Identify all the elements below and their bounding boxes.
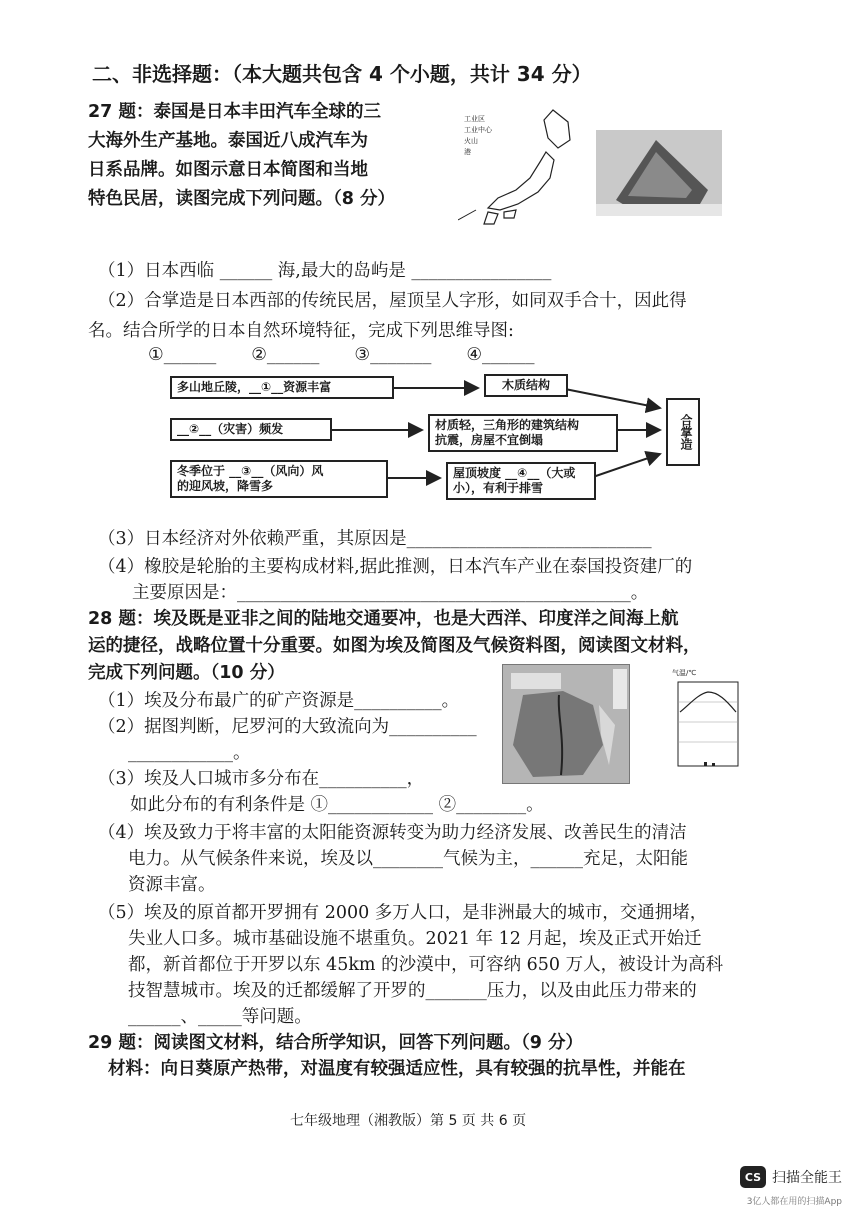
q28-intro-line: 完成下列问题。（10 分） [88,663,285,683]
legend-item: 火山 [464,137,478,145]
q28-part5-line4: 技智慧城市。埃及的迁都缓解了开罗的_______压力，以及由此压力带来的 [128,981,697,1001]
egypt-map-graphic [503,665,629,783]
q28-part4-line3: 资源丰富。 [128,875,216,895]
mindmap-box-structure [428,414,618,452]
page-footer: 七年级地理（湘教版）第 5 页 共 6 页 [290,1113,527,1129]
mindmap-box-climate [170,460,388,498]
q28-intro-line: 28 题：埃及既是亚非之间的陆地交通要冲，也是大西洋、印度洋之间海上航 [88,609,679,629]
q28-part2-line1: （2）据图判断，尼罗河的大致流向为__________ [98,717,477,737]
q27-intro-line: 27 题：泰国是日本丰田汽车全球的三 [88,102,381,122]
q28-part4-line2: 电力。从气候条件来说，埃及以________气候为主，______充足，太阳能 [128,849,688,869]
mindmap-box-roof [446,462,596,500]
q27-intro-line: 特色民居，读图完成下列问题。（8 分） [88,189,396,209]
mind-map [160,368,720,508]
scanner-watermark [740,1166,842,1188]
q29-material: 材料：向日葵原产热带，对温度有较强适应性，具有较强的抗旱性，并能在 [108,1059,686,1079]
mindmap-text: 材质轻，三角形的建筑结构 [435,418,580,432]
q28-part3-line2: 如此分布的有利条件是 ①____________ ②________。 [130,795,544,815]
mindmap-text: 屋顶坡度 __④__（大或 [453,466,576,480]
q27-part2-line2: 名。结合所学的日本自然环境特征，完成下列思维导图: [88,321,514,341]
gassho-house-photo [596,130,722,216]
chart-axis-label: 气温/℃ [672,669,697,677]
watermark-name: 扫描全能王 [772,1170,842,1186]
q27-intro-line: 日系品牌。如图示意日本简图和当地 [88,160,368,180]
q28-part2-line2: ____________。 [128,743,251,763]
egypt-climate-chart [664,668,746,774]
climate-chart-graphic [664,678,746,774]
q29-title: 29 题：阅读图文材料，结合所学知识，回答下列问题。（9 分） [88,1033,583,1053]
mindmap-box-terrain: 多山地丘陵，__①__资源丰富 [170,376,394,399]
q27-part1: （1）日本西临 ______ 海,最大的岛屿是 ________________ [98,261,552,281]
watermark-tagline: 3亿人都在用的扫描App [746,1197,842,1207]
map-legend [464,114,492,158]
mindmap-box-disaster: __②__（灾害）频发 [170,418,332,441]
q28-part3-line1: （3）埃及人口城市多分布在__________， [98,769,425,789]
house-illustration [596,130,722,216]
egypt-map [502,664,630,784]
legend-item: 工业中心 [464,126,492,134]
legend-item: 港 [464,148,471,156]
q27-blanks: ①______ ②______ ③_______ ④______ [148,345,535,365]
q28-part4-line1: （4）埃及致力于将丰富的太阳能资源转变为助力经济发展、改善民生的清洁 [98,823,687,843]
japan-map-figure [458,100,588,230]
q27-part4-line2: 主要原因是：_____________________________________________。 [132,583,649,603]
camscanner-logo-icon: CS [740,1166,766,1188]
q27-intro [88,98,395,214]
q28-intro-line: 运的捷径，战略位置十分重要。如图为埃及简图及气候资料图，阅读图文材料， [88,636,701,656]
q27-part2-line1: （2）合掌造是日本西部的传统民居，屋顶呈人字形，如同双手合十，因此得 [98,291,687,311]
q27-part3: （3）日本经济对外依赖严重，其原因是____________________________ [98,529,652,549]
q27-part4-line1: （4）橡胶是轮胎的主要构成材料,据此推测，日本汽车产业在泰国投资建厂的 [98,557,693,577]
q28-part1: （1）埃及分布最广的矿产资源是__________。 [98,691,460,711]
mindmap-box-wood: 木质结构 [484,374,568,397]
mindmap-text: 小），有利于排雪 [453,481,544,495]
mindmap-text: 冬季位于 __③__（风向）风 [177,464,324,478]
q28-part5-line2: 失业人口多。城市基础设施不堪重负。2021 年 12 月起，埃及正式开始迁 [128,929,702,949]
mindmap-box-result: 合掌造 [666,398,700,466]
q28-part5-line5: ______、_____等问题。 [128,1007,312,1027]
q27-intro-line: 大海外生产基地。泰国近八成汽车为 [88,131,368,151]
mindmap-text: 抗震，房屋不宜倒塌 [435,433,544,447]
legend-item: 工业区 [464,115,485,123]
section-heading: 二、非选择题：（本大题共包含 4 个小题，共计 34 分） [92,62,592,86]
q28-part5-line3: 都，新首都位于开罗以东 45km 的沙漠中，可容纳 650 万人，被设计为高科 [128,955,724,975]
mindmap-text: 的迎风坡，降雪多 [177,479,274,493]
q28-part5-line1: （5）埃及的原首都开罗拥有 2000 多万人口，是非洲最大的城市，交通拥堵， [98,903,708,923]
